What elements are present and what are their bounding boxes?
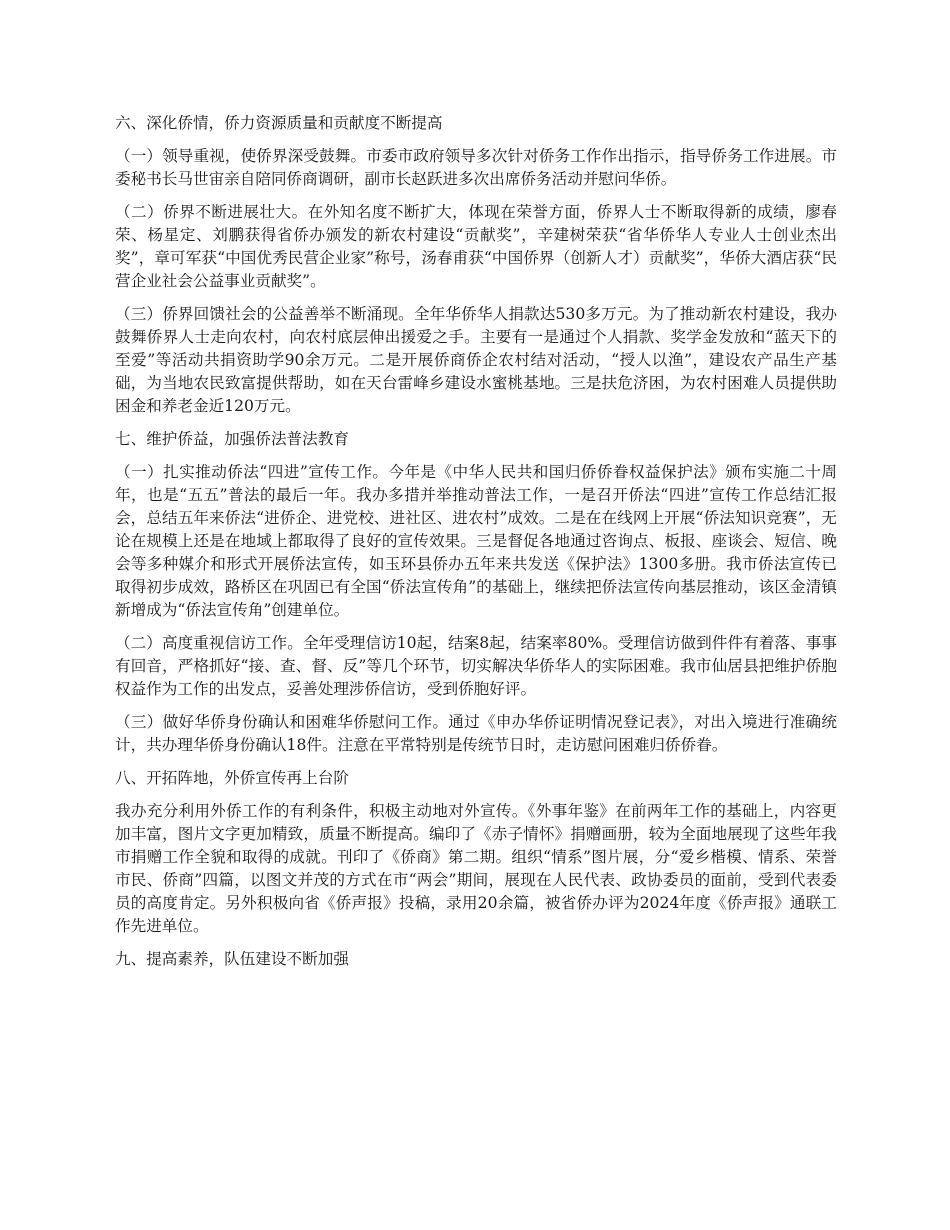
section-heading-7: 七、维护侨益，加强侨法普法教育 [115,430,349,448]
paragraph-8-1: 我办充分利用外侨工作的有利条件，积极主动地对外宣传。《外事年鉴》在前两年工作的基础上，内容更加丰富，图片文字更加精致，质量不断提高。编印了《赤子情怀》捐赠画册，较为全面地展现了这些年我市捐赠工作全貌和取得的成就。刊印了《侨商》第二期。组织“情系”图片展，分“爱乡楷模、情系、荣誉市民、侨商”四篇，以图文并茂的方式在市“两会”期间，展现在人民代表、政协委员的面前，受到代表委员的高度肯定。另外积极向省《侨声报》投稿，录用20余篇，被省侨办评为2024年度《侨声报》通联工作先进单位。 [115,802,837,935]
paragraph-7-1: （一）扎实推动侨法“四进”宣传工作。今年是《中华人民共和国归侨侨眷权益保护法》颁布实施二十周年，也是“五五”普法的最后一年。我办多措并举推动普法工作，一是召开侨法“四进”宣传工作总结汇报会，总结五年来侨法“进侨企、进党校、进社区、进农村”成效。二是在在线网上开展“侨法知识竞赛”，无论在规模上还是在地域上都取得了良好的宣传效果。三是督促各地通过咨询点、板报、座谈会、短信、晚会等多种媒介和形式开展侨法宣传，如玉环县侨办五年来共发送《保护法》1300多册。我市侨法宣传已取得初步成效，路桥区在巩固已有全国“侨法宣传角”的基础上，继续把侨法宣传向基层推动，该区金清镇新增成为“侨法宣传角”创建单位。 [115,463,837,619]
paragraph-7-2: （二）高度重视信访工作。全年受理信访10起，结案8起，结案率80%。受理信访做到件件有着落、事事有回音，严格抓好“接、查、督、反”等几个环节，切实解决华侨华人的实际困难。我市仙居县把维护侨胞权益作为工作的出发点，妥善处理涉侨信访，受到侨胞好评。 [115,634,837,698]
section-heading-8: 八、开拓阵地，外侨宣传再上台阶 [115,769,349,787]
paragraph-6-1: （一）领导重视，使侨界深受鼓舞。市委市政府领导多次针对侨务工作作出指示，指导侨务工作进展。市委秘书长马世宙亲自陪同侨商调研，副市长赵跃进多次出席侨务活动并慰问华侨。 [115,147,837,188]
paragraph-7-3: （三）做好华侨身份确认和困难华侨慰问工作。通过《申办华侨证明情况登记表》，对出入境进行准确统计，共办理华侨身份确认18件。注意在平常特别是传统节日时，走访慰问困难归侨侨眷。 [115,713,837,754]
section-heading-6: 六、深化侨情，侨力资源质量和贡献度不断提高 [115,114,443,132]
paragraph-6-2: （二）侨界不断进展壮大。在外知名度不断扩大，体现在荣誉方面，侨界人士不断取得新的成绩，廖春荣、杨星定、刘鹏获得省侨办颁发的新农村建设“贡献奖”，辛建树荣获“省华侨华人专业人士创业杰出奖”，章可军获“中国优秀民营企业家”称号，汤春甫获“中国侨界（创新人才）贡献奖”，华侨大酒店获“民营企业社会公益事业贡献奖”。 [115,203,837,290]
section-heading-9: 九、提高素养，队伍建设不断加强 [115,950,349,968]
document-page [115,112,837,981]
paragraph-6-3: （三）侨界回馈社会的公益善举不断涌现。全年华侨华人捐款达530多万元。为了推动新农村建设，我办鼓舞侨界人士走向农村，向农村底层伸出援爱之手。主要有一是通过个人捐款、奖学金发放和“蓝天下的至爱”等活动共捐资助学90余万元。二是开展侨商侨企农村结对活动，“授人以渔”，建设农产品生产基础，为当地农民致富提供帮助，如在天台雷峰乡建设水蜜桃基地。三是扶危济困，为农村困难人员提供助困金和养老金近120万元。 [115,305,837,415]
